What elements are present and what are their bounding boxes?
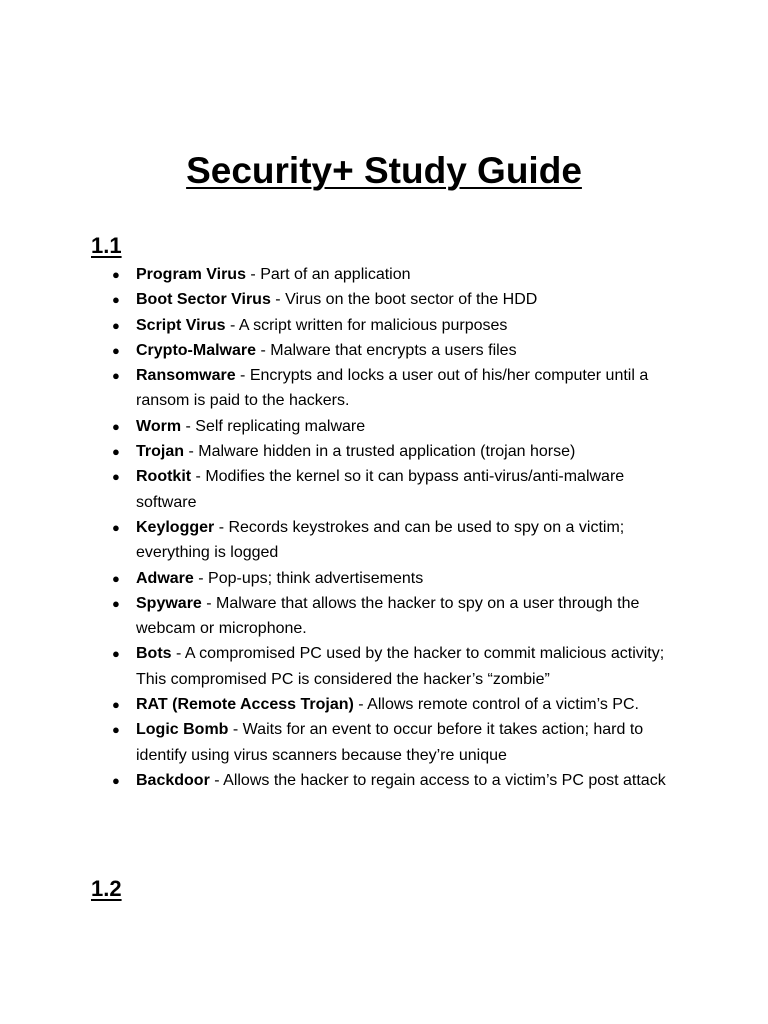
- term-separator: -: [245, 266, 261, 283]
- term-label: Boot Sector Virus: [136, 291, 271, 309]
- bullet-icon: ●: [112, 595, 120, 611]
- bullet-icon: ●: [112, 317, 120, 333]
- term-separator: -: [209, 771, 224, 789]
- term-label: Keylogger: [136, 518, 215, 536]
- list-item: [0, 287, 768, 312]
- term-description: Waits for an event to occur before it takes action; hard to identify using virus scanners because they’re unique: [136, 721, 644, 764]
- bullet-icon: ●: [112, 418, 120, 434]
- term-separator: -: [191, 468, 206, 486]
- term-description: Malware that encrypts a users files: [270, 341, 517, 359]
- term-label: Rootkit: [136, 468, 192, 486]
- term-label: Spyware: [136, 594, 202, 612]
- bullet-icon: ●: [112, 722, 120, 738]
- section-heading-1-1: 1.1: [91, 233, 122, 258]
- list-item: [0, 338, 768, 363]
- term-description: Records keystrokes and can be used to spy on a victim; everything is logged: [136, 518, 625, 562]
- term-description: A script written for malicious purposes: [238, 316, 508, 334]
- term-description: Encrypts and locks a user out of his/her computer until a ransom is paid to the hackers.: [136, 367, 649, 410]
- bullet-icon: ●: [112, 292, 120, 308]
- term-separator: -: [235, 367, 250, 385]
- term-separator: -: [193, 569, 209, 587]
- list-item: [0, 363, 768, 414]
- term-description: Malware hidden in a trusted application (trojan horse): [198, 443, 576, 461]
- term-label: Program Virus: [136, 266, 246, 283]
- list-item: [0, 566, 768, 591]
- list-item: [0, 641, 768, 692]
- term-label: Logic Bomb: [136, 721, 229, 739]
- term-description: Malware that allows the hacker to spy on a user through the webcam or microphone.: [136, 594, 640, 638]
- bullet-icon: ●: [112, 444, 120, 460]
- term-separator: -: [270, 291, 286, 309]
- term-label: Adware: [136, 569, 194, 587]
- term-label: RAT (Remote Access Trojan): [136, 696, 354, 714]
- bullet-icon: ●: [112, 646, 120, 662]
- list-item: [0, 717, 768, 768]
- page-title: Security+ Study Guide: [186, 150, 582, 191]
- bullet-icon: ●: [112, 368, 120, 384]
- term-separator: -: [214, 518, 229, 536]
- term-label: Ransomware: [136, 367, 236, 385]
- bullet-icon: ●: [112, 570, 120, 586]
- list-item: [0, 262, 768, 287]
- bullet-icon: ●: [112, 697, 120, 713]
- term-separator: -: [225, 316, 239, 334]
- bullet-icon: ●: [112, 267, 120, 282]
- term-label: Backdoor: [136, 771, 210, 789]
- term-separator: -: [201, 594, 217, 612]
- term-separator: -: [228, 721, 243, 739]
- bullet-icon: ●: [112, 772, 120, 788]
- term-description: Part of an application: [260, 266, 411, 283]
- section-heading-1-2: 1.2: [91, 876, 122, 901]
- list-item: [0, 464, 768, 515]
- list-item: [0, 692, 768, 717]
- term-description: Allows the hacker to regain access to a victim’s PC post attack: [223, 771, 666, 789]
- term-description: Allows remote control of a victim’s PC.: [367, 696, 639, 714]
- term-label: Bots: [136, 645, 172, 663]
- term-label: Crypto-Malware: [136, 341, 257, 359]
- list-item: [0, 768, 768, 793]
- term-description: Virus on the boot sector of the HDD: [285, 291, 538, 309]
- term-label: Trojan: [136, 443, 185, 461]
- list-item: [0, 439, 768, 464]
- list-item: [0, 313, 768, 338]
- term-separator: -: [184, 443, 199, 461]
- list-item: [0, 515, 768, 566]
- term-label: Worm: [136, 417, 182, 435]
- list-item: [0, 414, 768, 439]
- bullet-icon: ●: [112, 519, 120, 535]
- term-separator: -: [353, 696, 368, 714]
- term-label: Script Virus: [136, 316, 226, 334]
- term-separator: -: [181, 417, 196, 435]
- term-description: Modifies the kernel so it can bypass anti-virus/anti-malware software: [136, 468, 625, 511]
- term-description: A compromised PC used by the hacker to commit malicious activity; This compromised PC is considered the hacker’s “zombie”: [136, 645, 665, 688]
- term-separator: -: [256, 341, 271, 359]
- term-description: Self replicating malware: [195, 417, 366, 435]
- term-description: Pop-ups; think advertisements: [208, 569, 424, 587]
- bullet-icon: ●: [112, 342, 120, 358]
- term-list: [0, 262, 768, 793]
- term-separator: -: [171, 645, 185, 663]
- list-item: [0, 591, 768, 642]
- bullet-icon: ●: [112, 469, 120, 485]
